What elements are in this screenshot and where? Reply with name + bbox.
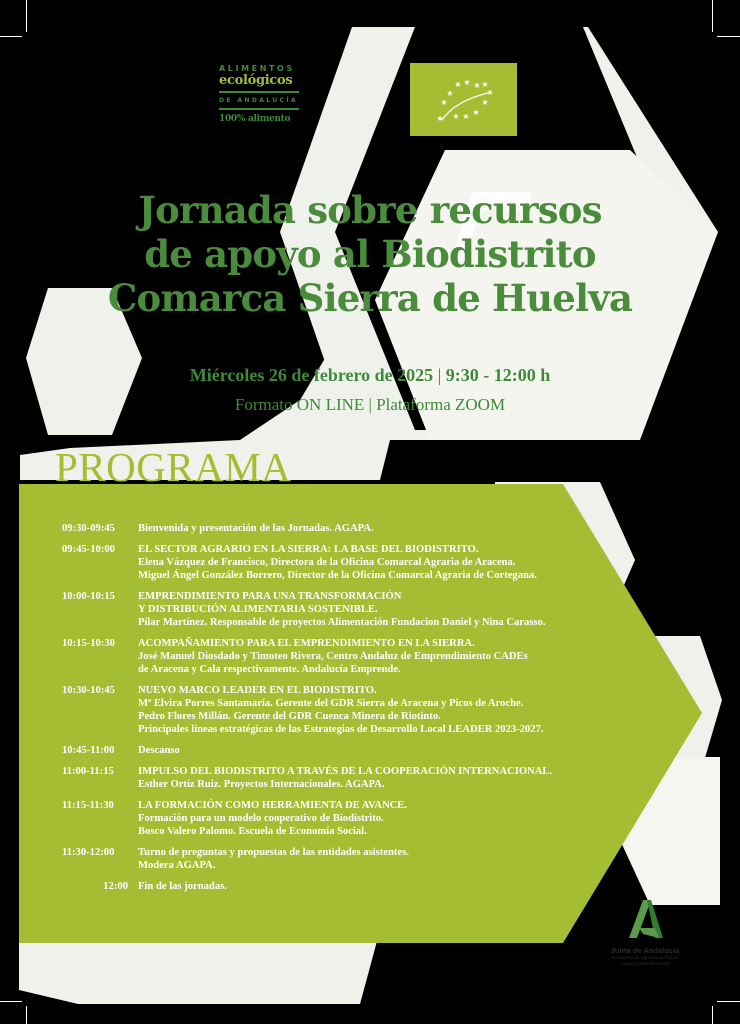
eu-organic-logo	[410, 63, 517, 136]
svg-text:★: ★	[436, 114, 444, 123]
logo-line-100-alimento: 100% alimento	[219, 114, 291, 124]
event-format	[0, 394, 740, 416]
alimentos-ecologicos-logo	[219, 64, 307, 125]
program-item	[62, 543, 622, 582]
program-item	[62, 799, 622, 838]
program-line: Mª Elvira Porres Santamaría. Gerente del GDR Sierra de Aracena y Picos de Aroche.	[138, 698, 524, 709]
svg-text:★: ★	[473, 81, 481, 90]
logo-line-ecologicos: ecológicos	[219, 73, 293, 88]
svg-text:★: ★	[481, 80, 489, 89]
svg-text:★: ★	[486, 88, 494, 97]
event-title	[60, 188, 680, 320]
program-description	[138, 765, 622, 791]
program-list	[62, 522, 622, 901]
svg-text:★: ★	[463, 78, 471, 87]
crop-mark	[712, 0, 713, 32]
svg-text:★: ★	[454, 80, 462, 89]
event-date-time	[0, 364, 740, 386]
program-time: 09:30-09:45	[62, 523, 115, 534]
program-time: 09:45-10:00	[62, 544, 115, 555]
program-line: IMPULSO DEL BIODISTRITO A TRAVÉS DE LA COOPERACIÓN INTERNACIONAL.	[138, 766, 553, 777]
crop-mark	[0, 36, 22, 37]
program-description	[138, 846, 622, 872]
program-description	[138, 880, 622, 893]
crop-mark	[0, 1001, 22, 1002]
program-line: Esther Ortíz Ruiz. Proyectos Internacionales. AGAPA.	[138, 779, 385, 790]
title-line: Comarca Sierra de Huelva	[107, 276, 633, 320]
program-item	[62, 590, 622, 629]
title-line: de apoyo al Biodistrito	[144, 232, 596, 276]
junta-department: Consejería de Agricultura, Pesca,	[611, 955, 679, 960]
svg-text:★: ★	[462, 112, 470, 121]
program-line: EMPRENDIMIENTO PARA UNA TRANSFORMACIÓN	[138, 591, 402, 602]
program-line: de Aracena y Cala respectivamente. Andalucía Emprende.	[138, 664, 401, 675]
program-item	[62, 765, 622, 791]
program-description	[138, 684, 622, 736]
program-line: Miguel Ángel González Borrero, Director de la Oficina Comarcal Agraria de Cortegana.	[138, 570, 537, 581]
program-line: Fin de las jornadas.	[138, 881, 227, 892]
logo-line-alimentos: ALIMENTOS	[219, 64, 295, 73]
separator: |	[368, 395, 372, 414]
logo-divider	[219, 91, 299, 93]
program-item	[62, 637, 622, 676]
crop-mark	[712, 1006, 713, 1024]
program-time: 11:30-12:00	[62, 847, 115, 858]
program-time: 10:00-10:15	[62, 591, 115, 602]
logo-line-andalucia: DE ANDALUCÍA	[219, 97, 299, 104]
program-item	[62, 846, 622, 872]
program-line: Bosco Valero Palomo. Escuela de Economía Social.	[138, 826, 367, 837]
title-line: Jornada sobre recursos	[138, 188, 602, 232]
program-description	[138, 522, 622, 535]
program-description	[138, 543, 622, 582]
eu-organic-leaf-icon	[410, 63, 517, 136]
program-description	[138, 637, 622, 676]
program-item	[62, 522, 622, 535]
svg-text:★: ★	[481, 98, 489, 107]
program-time: 12:00	[103, 881, 128, 892]
program-line: Elena Vázquez de Francisco, Directora de la Oficina Comarcal Agraria de Aracena.	[138, 557, 516, 568]
crop-mark	[717, 36, 740, 37]
program-line: José Manuel Diosdado y Timoteo Rivera, Centro Andaluz de Emprendimiento CADEs	[138, 651, 528, 662]
program-heading: PROGRAMA	[55, 444, 292, 490]
program-line: Y DISTRIBUCIÓN ALIMENTARIA SOSTENIBLE.	[138, 604, 378, 615]
crop-mark	[26, 1006, 27, 1024]
program-line: Principales líneas estratégicas de las Estrategias de Desarrollo Local LEADER 2023-2027.	[138, 724, 544, 735]
svg-text:★: ★	[452, 112, 460, 121]
program-line: Pedro Flores Millán. Gerente del GDR Cuenca Minera de Riotinto.	[138, 711, 441, 722]
program-line: NUEVO MARCO LEADER EN EL BIODISTRITO.	[138, 685, 377, 696]
separator: |	[437, 365, 442, 385]
program-description	[138, 744, 622, 757]
program-item	[62, 684, 622, 736]
event-platform: Plataforma ZOOM	[376, 395, 506, 414]
program-description	[138, 799, 622, 838]
crop-mark	[717, 1001, 740, 1002]
program-line: Formación para un modelo cooperativo de Biodistrito.	[138, 813, 384, 824]
program-line: Bienvenida y presentación de las Jornadas. AGAPA.	[138, 523, 374, 534]
junta-andalucia-a-icon	[625, 898, 665, 940]
event-format-type: Formato ON LINE	[234, 395, 365, 414]
crop-mark	[26, 0, 27, 32]
program-description	[138, 590, 622, 629]
program-line: Descanso	[138, 745, 180, 756]
svg-text:★: ★	[446, 89, 454, 98]
program-item	[62, 744, 622, 757]
junta-department: Agua y Desarrollo Rural	[621, 961, 669, 966]
program-line: LA FORMACIÓN COMO HERRAMIENTA DE AVANCE.	[138, 800, 407, 811]
program-line: EL SECTOR AGRARIO EN LA SIERRA: LA BASE DEL BIODISTRITO.	[138, 544, 479, 555]
program-time: 10:15-10:30	[62, 638, 115, 649]
event-time: 9:30 - 12:00 h	[445, 365, 551, 385]
program-item	[62, 880, 622, 893]
program-time: 11:00-11:15	[62, 766, 114, 777]
program-line: Modera AGAPA.	[138, 860, 216, 871]
program-time: 10:30-10:45	[62, 685, 115, 696]
junta-name: Junta de Andalucía	[610, 946, 680, 955]
event-date: Miércoles 26 de febrero de 2025	[189, 365, 434, 385]
program-line: Pilar Martínez. Responsable de proyectos Alimentación Fundacion Daniel y Nina Carasso.	[138, 617, 546, 628]
svg-text:★: ★	[440, 98, 448, 107]
program-time: 11:15-11:30	[62, 800, 114, 811]
program-line: ACOMPAÑAMIENTO PARA EL EMPRENDIMIENTO EN LA SIERRA.	[138, 638, 475, 649]
svg-text:★: ★	[472, 108, 480, 117]
program-time: 10:45-11:00	[62, 745, 115, 756]
program-line: Turno de preguntas y propuestas de las entidades asistentes.	[138, 847, 409, 858]
logo-divider	[219, 108, 299, 110]
junta-andalucia-logo	[590, 898, 700, 967]
